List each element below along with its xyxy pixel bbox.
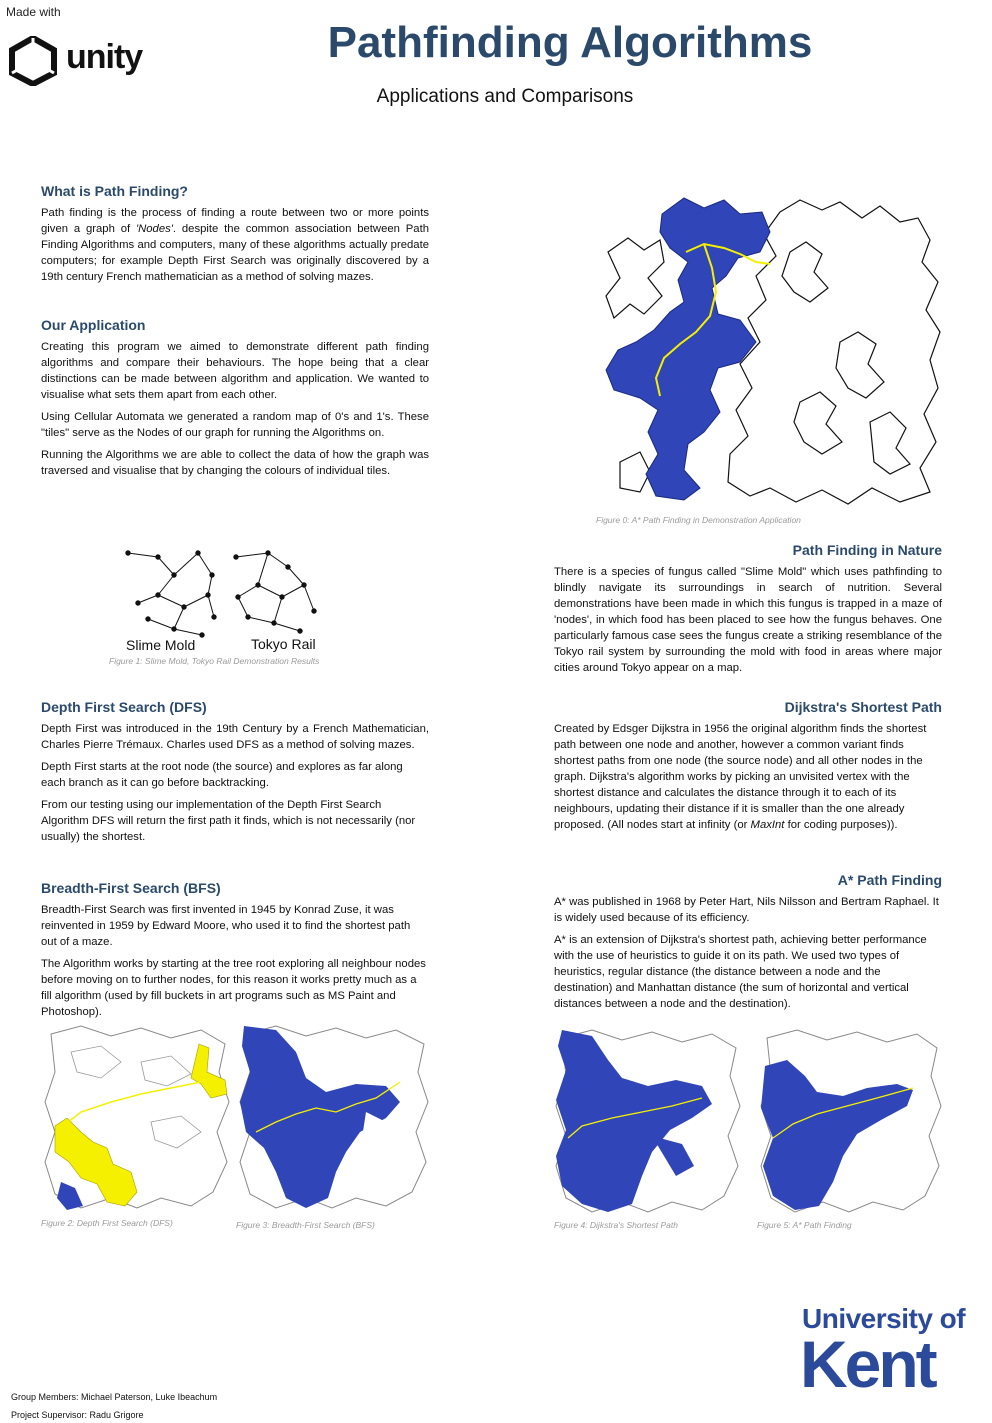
section-dfs <box>41 699 429 851</box>
paragraph: Created by Edsger Dijkstra in 1956 the original algorithm finds the shortest path between one node and another, however a common variant finds shortest paths from one node (the source node) and all other nodes in the graph. Dijkstra's algorithm works by picking an unvisited vertex with the shortest distance and calculates the distance through it to each of its neighbours, updating their distance if it is smaller than the one already proposed. (All nodes start at infinity (or MaxInt for coding purposes)). <box>554 723 927 831</box>
paragraph: A* is an extension of Dijkstra's shortest path, achieving better performance with the use of heuristics to guide it on its path. We used two types of heuristics, regular distance (the distance between a node and the destination) and Manhattan distance (the sum of horizontal and vertical distances between a node and the destination). <box>554 934 927 1010</box>
section-what-is <box>41 183 429 291</box>
kent-wordmark: Kent <box>800 1327 935 1401</box>
section-heading: Path Finding in Nature <box>792 542 942 558</box>
figure-4-dijkstra-maze-image <box>552 1026 742 1214</box>
paragraph: Creating this program we aimed to demonstrate different path finding algorithms and compare their behaviours. The hope being that a clear distinctions can be made between algorithm and application. We wanted to visualise what sets them apart from each other. <box>41 341 429 401</box>
section-dijkstra <box>554 699 942 839</box>
paragraph: Depth First was introduced in the 19th Century by a French Mathematician, Charles Pierre Trémaux. Charles used DFS as a method of solving mazes. <box>41 723 429 751</box>
paragraph: Depth First starts at the root node (the source) and explores as far along each branch as it can go before backtracking. <box>41 761 403 789</box>
paragraph: Breadth-First Search was first invented in 1945 by Konrad Zuse, it was reinvented in 1959 by Edward Moore, who used it to find the shortest path out of a maze. <box>41 904 411 948</box>
figure-0-maze-image <box>600 192 942 510</box>
project-supervisor: Project Supervisor: Radu Grigore <box>11 1410 144 1420</box>
paragraph: Using Cellular Automata we generated a random map of 0's and 1's. These "tiles" serve as the Nodes of our graph for running the Algorithms on. <box>41 411 429 439</box>
section-heading: A* Path Finding <box>837 872 942 888</box>
paragraph: From our testing using our implementation of the Depth First Search Algorithm DFS will return the first path it finds, which is not necessarily (nor usually) the shortest. <box>41 799 416 843</box>
page-subtitle: Applications and Comparisons <box>376 86 634 107</box>
university-of-label: University of <box>802 1303 966 1334</box>
section-heading: What is Path Finding? <box>41 183 188 199</box>
paragraph: A* was published in 1968 by Peter Hart, Nils Nilsson and Bertram Raphael. It is widely used because of its efficiency. <box>554 896 939 924</box>
section-heading: Our Application <box>41 317 146 333</box>
paragraph: Path finding is the process of finding a route between two or more points given a graph of 'Nodes'. despite the common association between Path Finding Algorithms and computers, many of these algorithms actually predate computers; for example Depth First Search was originally discovered by a 19th century French mathematician as a method of solving mazes. <box>41 207 429 283</box>
section-heading: Breadth-First Search (BFS) <box>41 880 221 896</box>
unity-cube-icon <box>8 36 58 86</box>
figure-3-caption: Figure 3: Breadth-First Search (BFS) <box>236 1220 375 1230</box>
section-heading: Dijkstra's Shortest Path <box>784 699 942 715</box>
paragraph: There is a species of fungus called "Slime Mold" which uses pathfinding to blindly navigate its surroundings in search of nutrition. Several demonstrations have been made in which this fungus is trapped in a maze of 'nodes', in which food has been placed to see how the fungus behaves. One particularly famous case sees the fungus create a striking resemblance of the Tokyo rail system by surrounding the mold with food in areas where major cities around Tokyo appear on a map. <box>554 566 942 674</box>
unity-logo <box>8 36 153 86</box>
figure-5-caption: Figure 5: A* Path Finding <box>757 1220 852 1230</box>
figure-2-dfs-maze-image <box>41 1022 231 1212</box>
page-title: Pathfinding Algorithms <box>327 18 813 67</box>
paragraph: The Algorithm works by starting at the tree root exploring all neighbour nodes before moving on to further nodes, for this reason it works pretty much as a fill algorithm (used by fill buckets in art programs such as MS Paint and Photoshop). <box>41 958 426 1018</box>
made-with-label: Made with <box>6 5 61 19</box>
section-astar <box>554 872 942 1018</box>
paragraph: Running the Algorithms we are able to collect the data of how the graph was traversed and visualise that by changing the colours of individual tiles. <box>41 449 429 477</box>
group-members: Group Members: Michael Paterson, Luke Ibeachum <box>11 1392 218 1402</box>
section-heading: Depth First Search (DFS) <box>41 699 207 715</box>
section-nature <box>554 542 942 682</box>
figure-2-caption: Figure 2: Depth First Search (DFS) <box>41 1218 173 1228</box>
figure-1-label-slime-mold: Slime Mold <box>126 637 196 653</box>
figure-3-bfs-maze-image <box>236 1022 431 1212</box>
figure-1-caption: Figure 1: Slime Mold, Tokyo Rail Demonstration Results <box>109 656 320 666</box>
section-bfs <box>41 880 429 1026</box>
figure-5-astar-maze-image <box>757 1026 942 1214</box>
figure-1-label-tokyo-rail: Tokyo Rail <box>251 636 316 652</box>
figure-4-caption: Figure 4: Dijkstra's Shortest Path <box>554 1220 678 1230</box>
section-our-application <box>41 317 429 485</box>
unity-wordmark: unity <box>66 38 143 76</box>
figure-0-caption: Figure 0: A* Path Finding in Demonstration Application <box>596 515 801 525</box>
